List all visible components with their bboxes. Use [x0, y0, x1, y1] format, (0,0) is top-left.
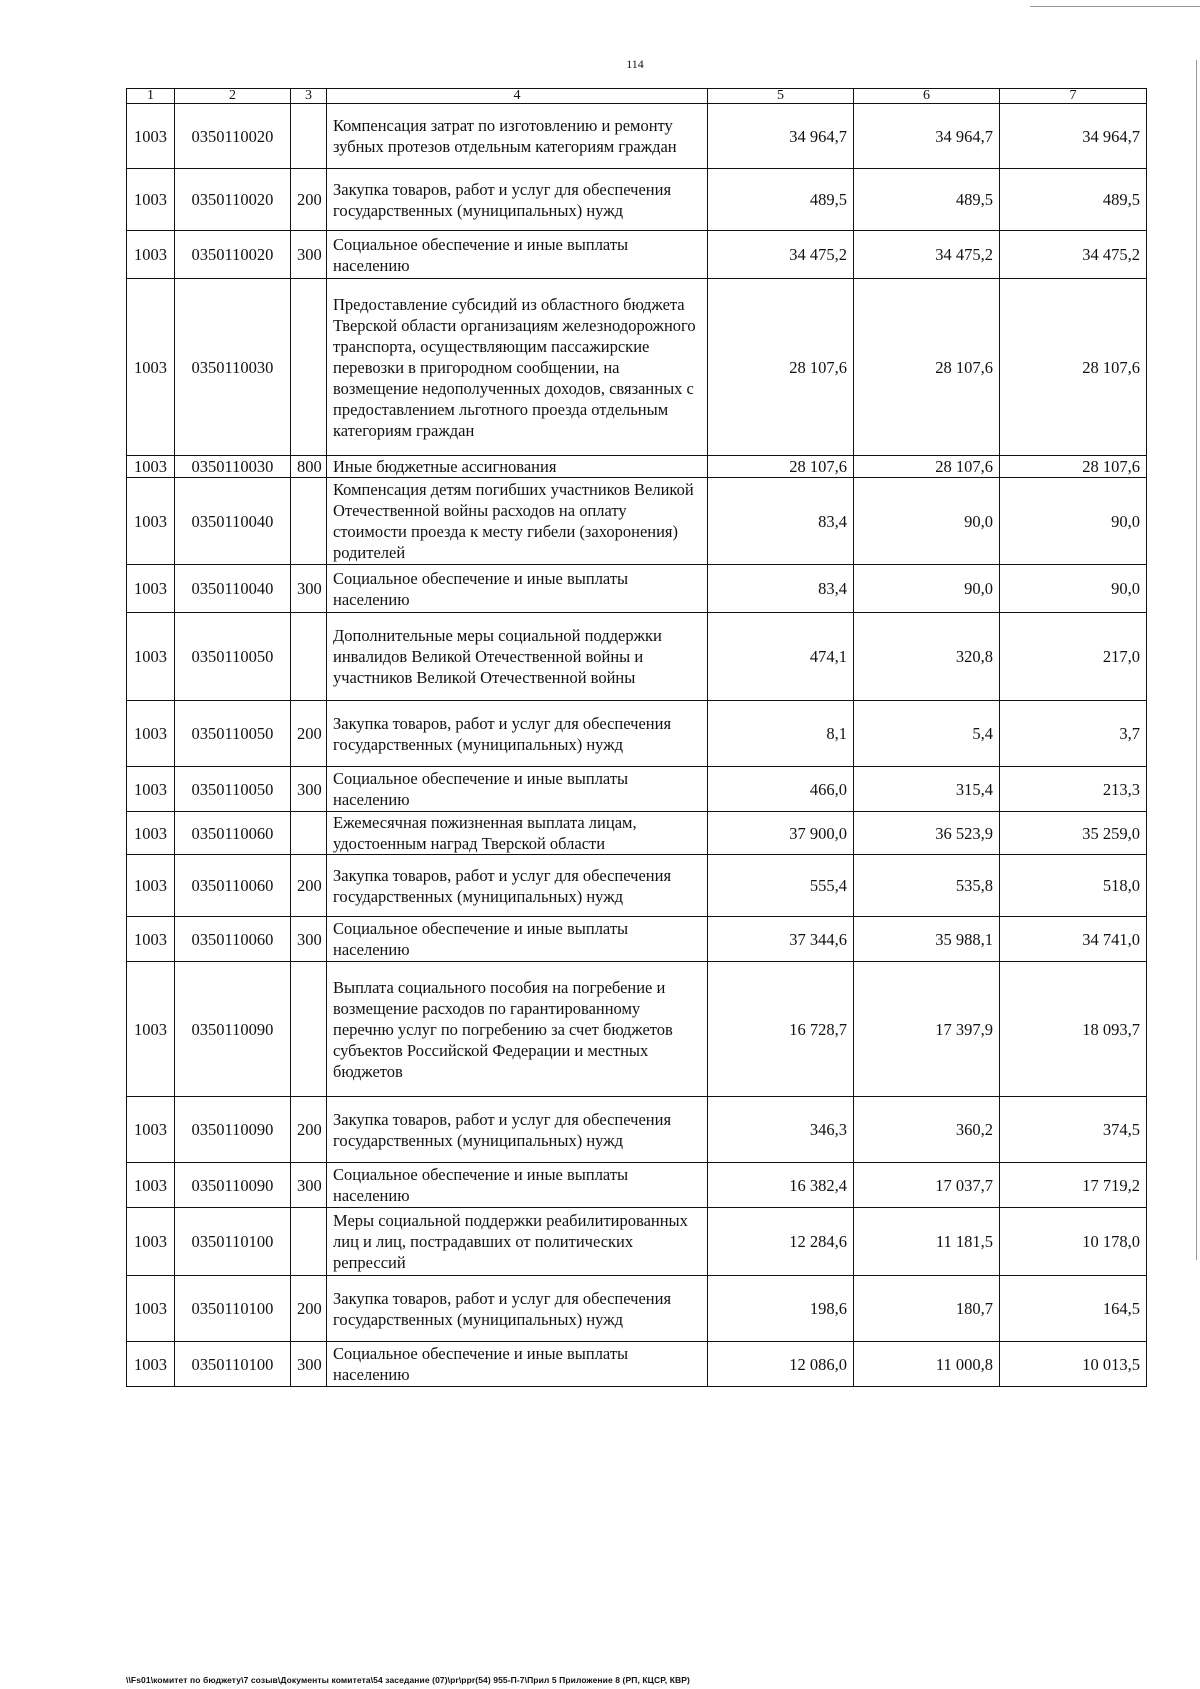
cell-expense-kind: 300: [291, 767, 327, 812]
cell-expense-kind: [291, 104, 327, 169]
cell-target-code: 0350110060: [175, 855, 291, 917]
col-header-1: 1: [127, 89, 175, 104]
cell-name: Социальное обеспечение и иные выплаты населению: [327, 917, 708, 962]
cell-value-col7: 28 107,6: [1000, 456, 1147, 478]
cell-expense-kind: [291, 962, 327, 1097]
col-header-5: 5: [708, 89, 854, 104]
cell-section: 1003: [127, 104, 175, 169]
cell-expense-kind: 300: [291, 1163, 327, 1208]
col-header-6: 6: [854, 89, 1000, 104]
table-row: [127, 279, 1147, 456]
cell-section: 1003: [127, 1097, 175, 1163]
cell-name: Иные бюджетные ассигнования: [327, 456, 708, 478]
cell-value-col7: 10 013,5: [1000, 1342, 1147, 1387]
cell-expense-kind: 300: [291, 565, 327, 613]
cell-target-code: 0350110020: [175, 169, 291, 231]
cell-value-col6: 11 181,5: [854, 1208, 1000, 1276]
cell-value-col6: 90,0: [854, 478, 1000, 565]
cell-expense-kind: 300: [291, 231, 327, 279]
cell-value-col6: 34 964,7: [854, 104, 1000, 169]
cell-value-col5: 466,0: [708, 767, 854, 812]
cell-section: 1003: [127, 613, 175, 701]
table-row: [127, 855, 1147, 917]
cell-value-col5: 37 900,0: [708, 812, 854, 855]
cell-expense-kind: 200: [291, 1276, 327, 1342]
cell-value-col6: 489,5: [854, 169, 1000, 231]
cell-target-code: 0350110040: [175, 565, 291, 613]
cell-target-code: 0350110050: [175, 613, 291, 701]
table-row: [127, 613, 1147, 701]
cell-section: 1003: [127, 279, 175, 456]
col-header-4: 4: [327, 89, 708, 104]
cell-name: Предоставление субсидий из областного бюджета Тверской области организациям железнодорожного транспорта, осуществляющим пассажирские перевозки в пригородном сообщении, на возмещение недополученных доходов, связанных с предоставлением льготного проезда отдельным категориям граждан: [327, 279, 708, 456]
cell-name: Выплата социального пособия на погребение и возмещение расходов по гарантированному перечню услуг по погребению за счет бюджетов субъектов Российской Федерации и местных бюджетов: [327, 962, 708, 1097]
cell-expense-kind: [291, 478, 327, 565]
cell-target-code: 0350110100: [175, 1342, 291, 1387]
cell-value-col6: 320,8: [854, 613, 1000, 701]
cell-expense-kind: 300: [291, 1342, 327, 1387]
cell-target-code: 0350110050: [175, 701, 291, 767]
cell-value-col7: 489,5: [1000, 169, 1147, 231]
cell-expense-kind: 300: [291, 917, 327, 962]
cell-target-code: 0350110030: [175, 456, 291, 478]
cell-value-col7: 10 178,0: [1000, 1208, 1147, 1276]
col-header-2: 2: [175, 89, 291, 104]
cell-target-code: 0350110050: [175, 767, 291, 812]
cell-value-col7: 34 964,7: [1000, 104, 1147, 169]
cell-name: Закупка товаров, работ и услуг для обеспечения государственных (муниципальных) нужд: [327, 855, 708, 917]
cell-value-col6: 90,0: [854, 565, 1000, 613]
cell-section: 1003: [127, 962, 175, 1097]
table-row: [127, 1342, 1147, 1387]
cell-value-col7: 213,3: [1000, 767, 1147, 812]
cell-value-col6: 17 397,9: [854, 962, 1000, 1097]
cell-value-col6: 360,2: [854, 1097, 1000, 1163]
cell-value-col5: 28 107,6: [708, 456, 854, 478]
cell-value-col5: 28 107,6: [708, 279, 854, 456]
header-row: [127, 89, 1147, 104]
cell-value-col6: 180,7: [854, 1276, 1000, 1342]
cell-value-col7: 17 719,2: [1000, 1163, 1147, 1208]
budget-table: [126, 88, 1147, 1387]
cell-value-col6: 34 475,2: [854, 231, 1000, 279]
cell-expense-kind: [291, 812, 327, 855]
cell-target-code: 0350110060: [175, 812, 291, 855]
cell-section: 1003: [127, 812, 175, 855]
table-row: [127, 962, 1147, 1097]
cell-expense-kind: [291, 1208, 327, 1276]
table-row: [127, 767, 1147, 812]
scan-edge-top: [1030, 6, 1200, 7]
cell-section: 1003: [127, 456, 175, 478]
cell-value-col6: 5,4: [854, 701, 1000, 767]
table-row: [127, 478, 1147, 565]
cell-value-col6: 535,8: [854, 855, 1000, 917]
cell-value-col5: 34 475,2: [708, 231, 854, 279]
cell-value-col7: 164,5: [1000, 1276, 1147, 1342]
cell-target-code: 0350110020: [175, 231, 291, 279]
cell-name: Компенсация детям погибших участников Великой Отечественной войны расходов на оплату стоимости проезда к месту гибели (захоронения) родителей: [327, 478, 708, 565]
cell-name: Закупка товаров, работ и услуг для обеспечения государственных (муниципальных) нужд: [327, 1097, 708, 1163]
table-row: [127, 1163, 1147, 1208]
cell-target-code: 0350110030: [175, 279, 291, 456]
cell-section: 1003: [127, 169, 175, 231]
cell-value-col5: 37 344,6: [708, 917, 854, 962]
page-number: 114: [626, 57, 644, 71]
table-row: [127, 1097, 1147, 1163]
cell-section: 1003: [127, 855, 175, 917]
cell-name: Социальное обеспечение и иные выплаты населению: [327, 231, 708, 279]
cell-expense-kind: 800: [291, 456, 327, 478]
cell-target-code: 0350110060: [175, 917, 291, 962]
table-row: [127, 1276, 1147, 1342]
cell-target-code: 0350110090: [175, 1097, 291, 1163]
cell-value-col5: 12 086,0: [708, 1342, 854, 1387]
table-row: [127, 104, 1147, 169]
cell-value-col7: 90,0: [1000, 478, 1147, 565]
cell-section: 1003: [127, 701, 175, 767]
table-row: [127, 169, 1147, 231]
cell-value-col7: 90,0: [1000, 565, 1147, 613]
cell-value-col7: 18 093,7: [1000, 962, 1147, 1097]
cell-section: 1003: [127, 1163, 175, 1208]
cell-value-col5: 474,1: [708, 613, 854, 701]
cell-name: Закупка товаров, работ и услуг для обеспечения государственных (муниципальных) нужд: [327, 169, 708, 231]
cell-target-code: 0350110090: [175, 1163, 291, 1208]
cell-expense-kind: 200: [291, 169, 327, 231]
cell-value-col6: 35 988,1: [854, 917, 1000, 962]
cell-name: Закупка товаров, работ и услуг для обеспечения государственных (муниципальных) нужд: [327, 1276, 708, 1342]
cell-expense-kind: [291, 279, 327, 456]
table-row: [127, 456, 1147, 478]
cell-section: 1003: [127, 231, 175, 279]
cell-section: 1003: [127, 478, 175, 565]
cell-target-code: 0350110100: [175, 1276, 291, 1342]
cell-name: Социальное обеспечение и иные выплаты населению: [327, 767, 708, 812]
cell-target-code: 0350110090: [175, 962, 291, 1097]
cell-value-col5: 198,6: [708, 1276, 854, 1342]
table-row: [127, 701, 1147, 767]
cell-value-col5: 489,5: [708, 169, 854, 231]
footer-file-path: \\Fs01\комитет по бюджету\7 созыв\Документы комитета\54 заседание (07)\pr\ppr(54) 955-П-7\Прил 5 Приложение 8 (РП, КЦСР, КВР): [126, 1675, 690, 1685]
table-header: [127, 89, 1147, 104]
cell-value-col5: 346,3: [708, 1097, 854, 1163]
cell-value-col5: 16 728,7: [708, 962, 854, 1097]
cell-section: 1003: [127, 1276, 175, 1342]
cell-name: Социальное обеспечение и иные выплаты населению: [327, 565, 708, 613]
cell-value-col7: 518,0: [1000, 855, 1147, 917]
cell-section: 1003: [127, 917, 175, 962]
cell-section: 1003: [127, 1208, 175, 1276]
cell-name: Социальное обеспечение и иные выплаты населению: [327, 1342, 708, 1387]
col-header-7: 7: [1000, 89, 1147, 104]
cell-value-col7: 28 107,6: [1000, 279, 1147, 456]
cell-value-col5: 555,4: [708, 855, 854, 917]
cell-name: Дополнительные меры социальной поддержки инвалидов Великой Отечественной войны и участников Великой Отечественной войны: [327, 613, 708, 701]
cell-target-code: 0350110040: [175, 478, 291, 565]
cell-value-col5: 83,4: [708, 478, 854, 565]
cell-expense-kind: 200: [291, 1097, 327, 1163]
cell-value-col7: 35 259,0: [1000, 812, 1147, 855]
cell-name: Меры социальной поддержки реабилитированных лиц и лиц, пострадавших от политических репрессий: [327, 1208, 708, 1276]
cell-value-col7: 3,7: [1000, 701, 1147, 767]
col-header-3: 3: [291, 89, 327, 104]
cell-value-col6: 17 037,7: [854, 1163, 1000, 1208]
cell-expense-kind: 200: [291, 701, 327, 767]
cell-value-col5: 83,4: [708, 565, 854, 613]
table-row: [127, 917, 1147, 962]
cell-value-col5: 16 382,4: [708, 1163, 854, 1208]
table-row: [127, 812, 1147, 855]
cell-expense-kind: [291, 613, 327, 701]
cell-expense-kind: 200: [291, 855, 327, 917]
cell-value-col7: 374,5: [1000, 1097, 1147, 1163]
table-row: [127, 565, 1147, 613]
cell-section: 1003: [127, 767, 175, 812]
cell-value-col6: 28 107,6: [854, 456, 1000, 478]
cell-value-col6: 315,4: [854, 767, 1000, 812]
table-row: [127, 231, 1147, 279]
cell-value-col7: 34 475,2: [1000, 231, 1147, 279]
cell-value-col6: 28 107,6: [854, 279, 1000, 456]
cell-section: 1003: [127, 565, 175, 613]
scan-edge-right: [1196, 60, 1197, 1260]
cell-value-col7: 217,0: [1000, 613, 1147, 701]
cell-value-col5: 34 964,7: [708, 104, 854, 169]
table-body: [127, 104, 1147, 1387]
cell-section: 1003: [127, 1342, 175, 1387]
cell-value-col6: 36 523,9: [854, 812, 1000, 855]
table-row: [127, 1208, 1147, 1276]
cell-name: Закупка товаров, работ и услуг для обеспечения государственных (муниципальных) нужд: [327, 701, 708, 767]
cell-name: Социальное обеспечение и иные выплаты населению: [327, 1163, 708, 1208]
cell-value-col7: 34 741,0: [1000, 917, 1147, 962]
cell-value-col6: 11 000,8: [854, 1342, 1000, 1387]
cell-name: Ежемесячная пожизненная выплата лицам, удостоенным наград Тверской области: [327, 812, 708, 855]
cell-target-code: 0350110020: [175, 104, 291, 169]
cell-value-col5: 12 284,6: [708, 1208, 854, 1276]
cell-value-col5: 8,1: [708, 701, 854, 767]
cell-name: Компенсация затрат по изготовлению и ремонту зубных протезов отдельным категориям граждан: [327, 104, 708, 169]
cell-target-code: 0350110100: [175, 1208, 291, 1276]
